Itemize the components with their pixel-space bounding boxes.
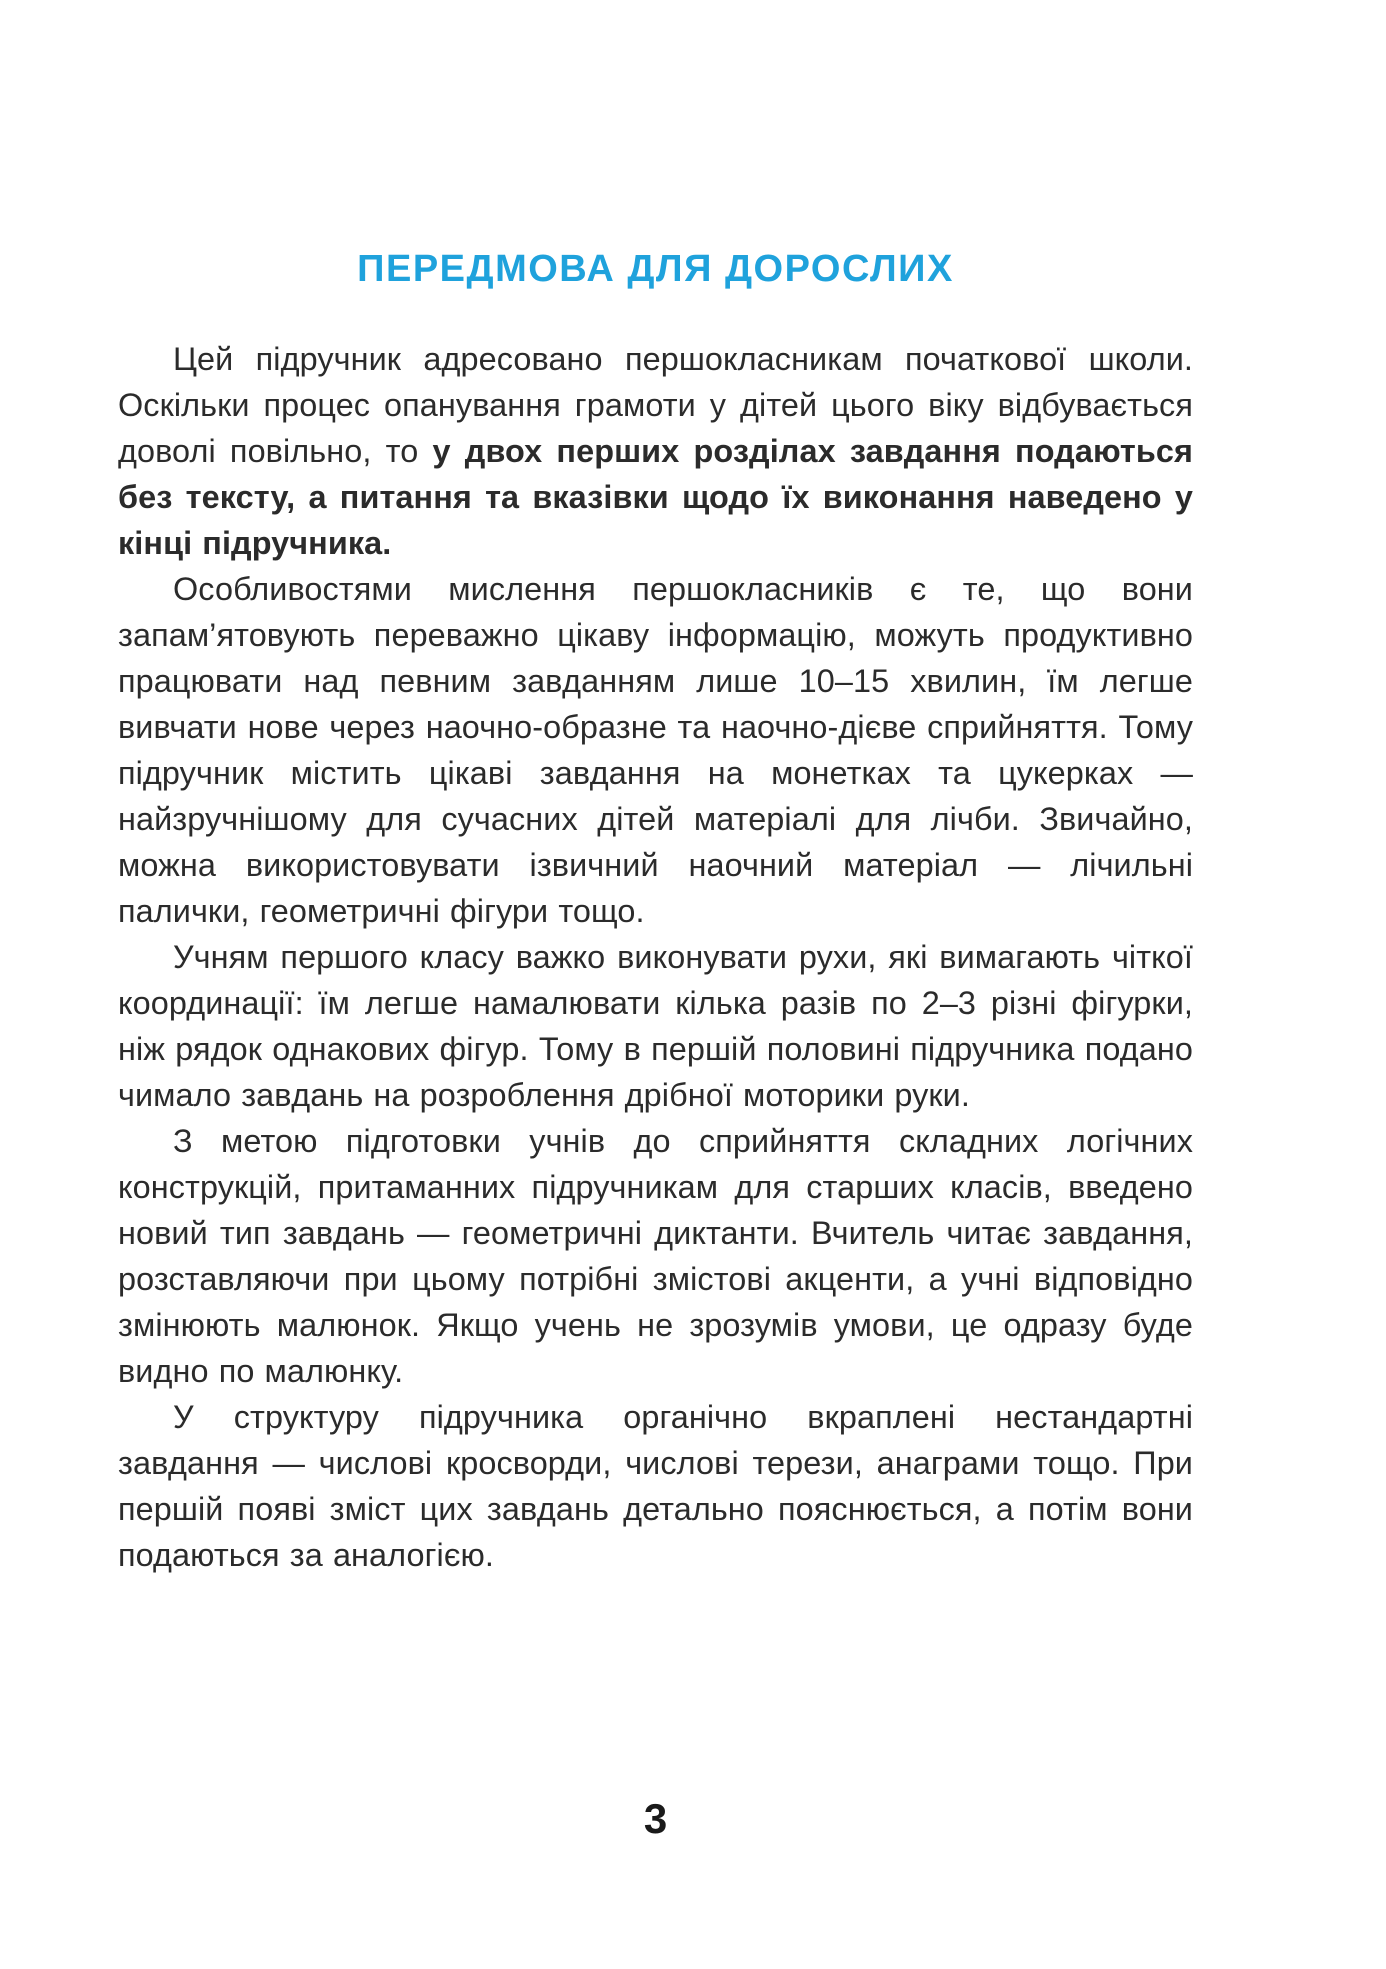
- paragraph-1-bold-text: у двох перших розділах завдання подаються без тексту, а питання та вказівки щодо їх виконання наведено у кінці підручника.: [118, 433, 1193, 561]
- paragraph-1: [118, 336, 1193, 566]
- document-page: [118, 0, 1193, 1969]
- paragraph-5: У структуру підручника органічно вкраплені нестандартні завдання — числові кросворди, числові терези, анаграми тощо. При першій появі зміст цих завдань детально пояснюється, а потім вони подаються за аналогією.: [118, 1399, 1193, 1573]
- paragraph-4: З метою підготовки учнів до сприйняття складних логічних конструкцій, притаманних підручникам для старших класів, введено новий тип завдань — геометричні диктанти. Вчитель читає завдання, розставляючи при цьому потрібні змістові акценти, а учні відповідно змінюють малюнок. Якщо учень не зрозумів умови, це одразу буде видно по малюнку.: [118, 1123, 1193, 1389]
- preface-body: [118, 336, 1193, 1578]
- paragraph-1-text: Цей підручник адресовано першокласникам початкової школи. Оскільки процес опанування грамоти у дітей цього віку відбувається доволі повільно, то: [118, 341, 1193, 469]
- page-title: ПЕРЕДМОВА ДЛЯ ДОРОСЛИХ: [357, 248, 954, 290]
- paragraph-3: Учням першого класу важко виконувати рухи, які вимагають чіткої координації: їм легше намалювати кілька разів по 2–3 різні фігурки, ніж рядок однакових фігур. Тому в першій половині підручника подано чимало завдань на розроблення дрібної моторики руки.: [118, 939, 1193, 1113]
- page-number: 3: [643, 1795, 668, 1842]
- paragraph-2: Особливостями мислення першокласників є те, що вони запам’ятовують переважно цікаву інформацію, можуть продуктивно працювати над певним завданням лише 10–15 хвилин, їм легше вивчати нове через наочно-образне та наочно-дієве сприйняття. Тому підручник містить цікаві завдання на монетках та цукерках — найзручнішому для сучасних дітей матеріалі для лічби. Звичайно, можна використовувати ізвичний наочний матеріал — лічильні палички, геометричні фігури тощо.: [118, 571, 1193, 929]
